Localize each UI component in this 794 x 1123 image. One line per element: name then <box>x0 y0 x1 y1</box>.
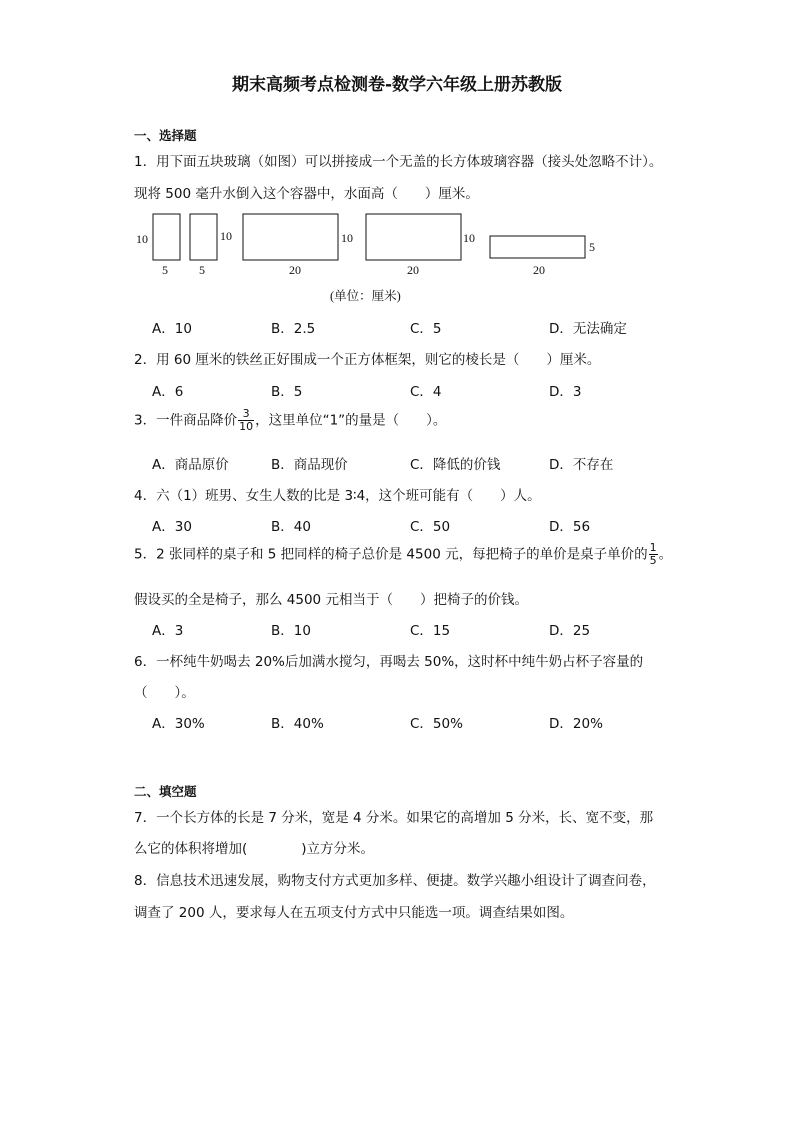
question-7-line-2 <box>134 837 374 857</box>
section-heading-choice: 一、选择题 <box>134 128 197 143</box>
fraction-one-fifth <box>649 542 658 567</box>
glass-panels-figure <box>130 208 610 280</box>
panel-5-width-label: 20 <box>533 263 545 277</box>
panel-4-height-label: 10 <box>463 231 475 245</box>
question-5-option-b[interactable]: B．10 <box>271 623 311 639</box>
question-1-option-b[interactable]: B．2.5 <box>271 321 316 337</box>
glass-panel-2 <box>190 214 217 260</box>
question-6-line-1: 6．一杯纯牛奶喝去 20%后加满水搅匀，再喝去 50%，这时杯中纯牛奶占杯子容量的 <box>134 654 644 670</box>
question-1-option-d[interactable]: D．无法确定 <box>549 321 627 337</box>
panel-1-height-label: 10 <box>136 232 148 246</box>
question-3-option-b[interactable]: B．商品现价 <box>271 457 348 473</box>
question-6-option-b[interactable]: B．40% <box>271 716 324 732</box>
question-3-option-c[interactable]: C．降低的价钱 <box>410 457 501 473</box>
panel-1-width-label: 5 <box>162 263 168 277</box>
question-3-prefix: 3．一件商品降价 <box>134 412 238 429</box>
question-2-option-c[interactable]: C．4 <box>410 384 442 400</box>
question-1-option-c[interactable]: C．5 <box>410 321 442 337</box>
fraction-three-tenths <box>238 408 254 433</box>
question-1-line-2: 现将 500 毫升水倒入这个容器中，水面高（ ）厘米。 <box>134 186 479 202</box>
panel-3-height-label: 10 <box>341 231 353 245</box>
question-5-line-1 <box>134 542 672 567</box>
question-3-option-d[interactable]: D．不存在 <box>549 457 614 473</box>
question-7-prefix: 么它的体积将增加( <box>134 841 248 857</box>
question-5-line-2: 假设买的全是椅子，那么 4500 元相当于（ ）把椅子的价钱。 <box>134 592 528 608</box>
question-4-option-c[interactable]: C．50 <box>410 519 451 535</box>
question-6-line-2: （ ）。 <box>134 685 195 701</box>
question-3-suffix: ，这里单位“1”的量是（ ）。 <box>255 412 447 429</box>
question-4-option-b[interactable]: B．40 <box>271 519 311 535</box>
panel-5-height-label: 5 <box>589 240 595 254</box>
panel-3-width-label: 20 <box>289 263 301 277</box>
fraction-denominator: 10 <box>239 420 254 433</box>
question-7-line-1: 7．一个长方体的长是 7 分米，宽是 4 分米。如果它的高增加 5 分米，长、宽不变，那 <box>134 810 654 826</box>
question-8-line-1: 8．信息技术迅速发展，购物支付方式更加多样、便捷。数学兴趣小组设计了调查问卷， <box>134 873 656 889</box>
question-1-option-a[interactable]: A．10 <box>152 321 192 337</box>
question-2-option-b[interactable]: B．5 <box>271 384 303 400</box>
question-5-option-d[interactable]: D．25 <box>549 623 591 639</box>
question-6-option-a[interactable]: A．30% <box>152 716 205 732</box>
question-4-option-d[interactable]: D．56 <box>549 519 591 535</box>
question-2-option-d[interactable]: D．3 <box>549 384 582 400</box>
fraction-denominator: 5 <box>649 554 657 567</box>
glass-panel-3 <box>243 214 338 260</box>
question-8-line-2: 调查了 200 人，要求每人在五项支付方式中只能选一项。调查结果如图。 <box>134 905 574 921</box>
question-1-line-1: 1．用下面五块玻璃（如图）可以拼接成一个无盖的长方体玻璃容器（接头处忽略不计）。 <box>134 154 663 170</box>
page-title: 期末高频考点检测卷-数学六年级上册苏教版 <box>231 75 563 95</box>
question-7-suffix: )立方分米。 <box>301 841 375 857</box>
fraction-numerator: 3 <box>238 408 254 421</box>
glass-panel-5 <box>490 236 585 258</box>
panel-4-width-label: 20 <box>407 263 419 277</box>
question-3-option-a[interactable]: A．商品原价 <box>152 457 229 473</box>
question-2-text: 2．用 60 厘米的铁丝正好围成一个正方体框架，则它的棱长是（ ）厘米。 <box>134 352 601 368</box>
question-5-option-c[interactable]: C．15 <box>410 623 451 639</box>
question-5-option-a[interactable]: A．3 <box>152 623 184 639</box>
figure-unit-caption: (单位：厘米) <box>330 289 401 303</box>
question-2-option-a[interactable]: A．6 <box>152 384 184 400</box>
question-6-option-d[interactable]: D．20% <box>549 716 603 732</box>
panel-2-width-label: 5 <box>199 263 205 277</box>
panel-2-height-label: 10 <box>220 229 232 243</box>
question-6-option-c[interactable]: C．50% <box>410 716 463 732</box>
question-4-option-a[interactable]: A．30 <box>152 519 192 535</box>
glass-panel-4 <box>366 214 461 260</box>
question-5-suffix: 。 <box>658 546 673 563</box>
glass-panel-1 <box>153 214 180 260</box>
section-heading-fill-in: 二、填空题 <box>134 784 197 799</box>
question-3-text <box>134 408 446 433</box>
question-5-prefix: 5．2 张同样的桌子和 5 把同样的椅子总价是 4500 元，每把椅子的单价是桌子单价的 <box>134 546 648 563</box>
question-4-text: 4．六（1）班男、女生人数的比是 3∶4，这个班可能有（ ）人。 <box>134 488 541 504</box>
fraction-numerator: 1 <box>649 541 657 554</box>
